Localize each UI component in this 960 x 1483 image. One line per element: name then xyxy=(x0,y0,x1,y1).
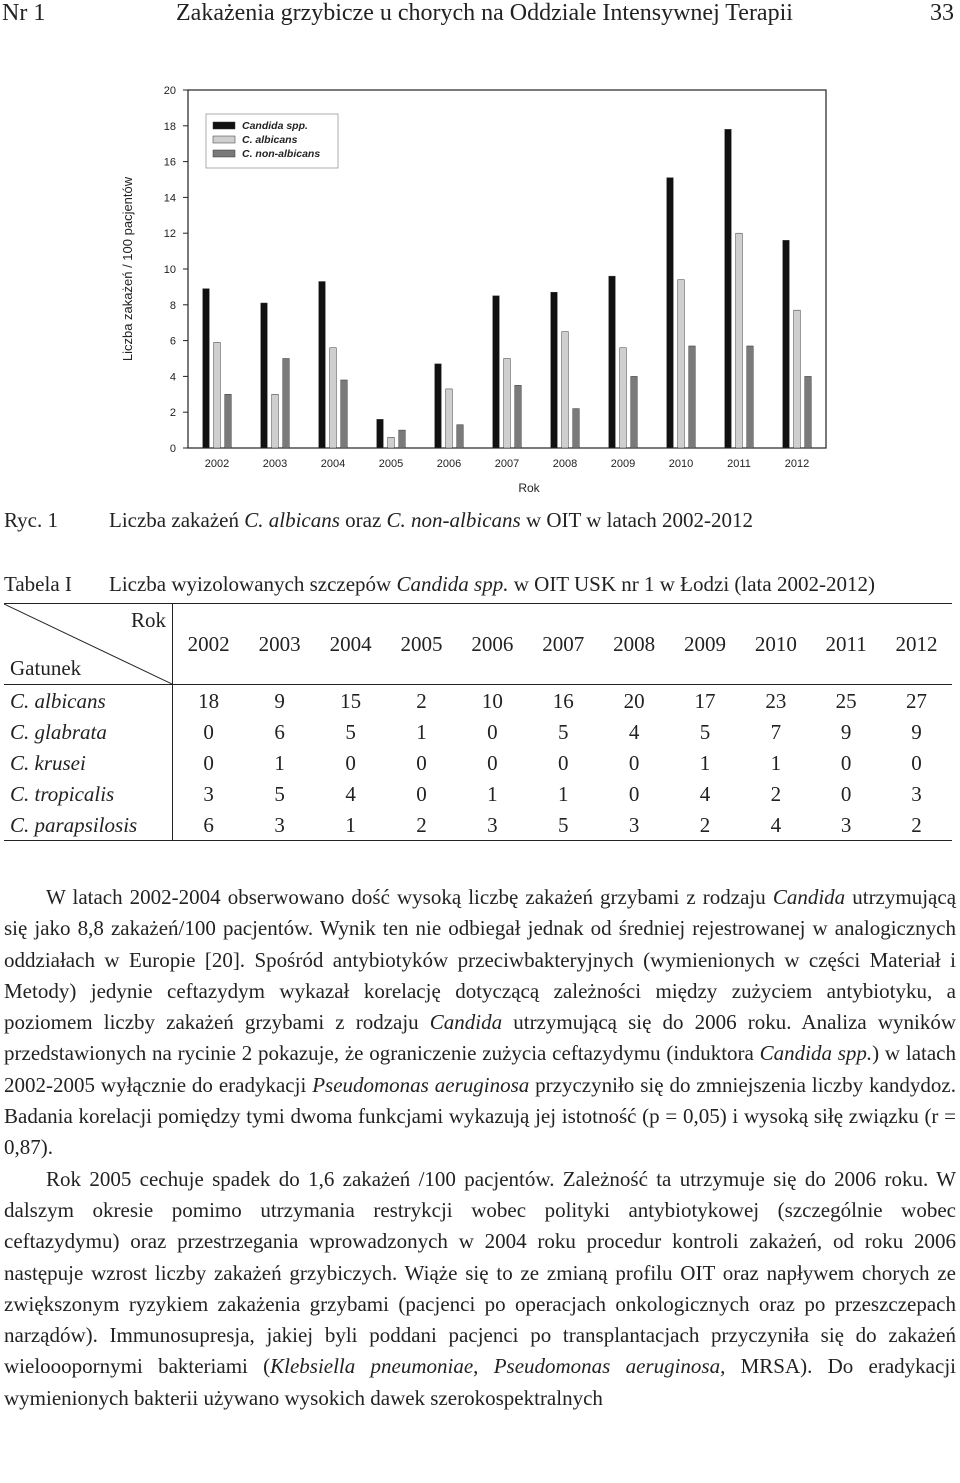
count-cell: 10 xyxy=(481,688,503,713)
x-tick-label: 2007 xyxy=(494,458,520,470)
bar xyxy=(388,437,395,448)
y-tick-label: 12 xyxy=(163,228,176,241)
year-header: 2009 xyxy=(670,604,741,685)
count-cell: 0 xyxy=(416,781,427,806)
y-tick-label: 2 xyxy=(169,407,176,420)
count-cell: 0 xyxy=(840,781,852,806)
count-cell: 1 xyxy=(315,809,386,841)
bar xyxy=(435,364,442,448)
year-header: 2010 xyxy=(740,604,811,685)
page-header xyxy=(0,0,960,36)
y-tick-label: 10 xyxy=(163,264,176,276)
species-cell: C. parapsilosis xyxy=(4,809,173,841)
x-tick-label: 2004 xyxy=(320,458,346,470)
legend-swatch xyxy=(213,122,235,129)
bar xyxy=(457,425,464,448)
count-cell: 2 xyxy=(881,809,952,841)
count-cell: 20 xyxy=(623,688,645,713)
bar xyxy=(446,389,453,448)
count-cell: 5 xyxy=(699,719,711,744)
legend-label: C. albicans xyxy=(242,134,298,146)
x-axis-label: Rok xyxy=(518,481,540,495)
year-header: 2002 xyxy=(173,604,245,685)
bar xyxy=(319,282,326,448)
count-cell: 27 xyxy=(905,688,927,713)
bar xyxy=(493,296,500,448)
year-header: 2006 xyxy=(457,604,528,685)
count-cell: 4 xyxy=(699,781,711,806)
year-header: 2011 xyxy=(811,604,881,685)
count-cell: 3 xyxy=(244,809,315,841)
count-cell: 3 xyxy=(811,809,881,841)
count-cell: 1 xyxy=(274,750,285,775)
count-cell: 5 xyxy=(274,781,285,806)
bar xyxy=(573,409,580,448)
bar xyxy=(261,303,268,448)
y-tick-label: 0 xyxy=(169,443,176,455)
count-cell: 17 xyxy=(694,688,716,713)
y-tick-label: 14 xyxy=(163,192,176,205)
count-cell: 1 xyxy=(487,781,498,806)
x-tick-label: 2008 xyxy=(552,458,578,470)
figure-label: Ryc. 1 xyxy=(4,508,58,532)
bar xyxy=(504,359,511,449)
bar xyxy=(620,348,627,448)
count-cell: 16 xyxy=(552,688,574,713)
y-tick-label: 18 xyxy=(163,120,176,133)
count-cell: 2 xyxy=(670,809,741,841)
x-tick-label: 2005 xyxy=(378,458,404,470)
count-cell: 0 xyxy=(628,750,640,775)
species-cell: C. albicans xyxy=(4,685,173,717)
x-tick-label: 2010 xyxy=(668,458,694,470)
count-cell: 0 xyxy=(911,750,922,775)
count-cell: 2 xyxy=(416,688,427,713)
count-cell: 0 xyxy=(416,750,427,775)
bar xyxy=(783,240,790,448)
bar xyxy=(377,419,384,448)
issue-number: Nr 1 xyxy=(2,0,46,26)
year-header: 2003 xyxy=(244,604,315,685)
count-cell: 9 xyxy=(840,719,852,744)
table-header-row xyxy=(4,604,952,685)
table-corner-cell xyxy=(4,604,173,685)
table-caption-text: Liczba wyizolowanych szczepów Candida spp. w OIT USK nr 1 w Łodzi (lata 2002-2012) xyxy=(109,572,875,596)
bar xyxy=(225,394,232,448)
count-cell: 6 xyxy=(274,719,285,744)
paragraph-2: Rok 2005 cechuje spadek do 1,6 zakażeń /100 pacjentów. Zależność ta utrzymuje się do 2006 roku. W dalszym okresie pomimo utrzymania restrykcji wobec polityki antybiotykowej (szczególnie wobec ceftazydymu) oraz przestrzegania wprowadzonych w 2004 roku procedur kontroli zakażeń, od roku 2006 następuje wzrost liczby zakażeń grzybiczych. Wiąże się to ze zmianą profilu OIT oraz napływem chorych ze zwiększonym ryzykiem zakażenia grzybami (pacjenci po operacjach onkologicznych oraz po przeszczepach narządów). Immunosupresja, jakiej byli poddani pacjenci po transplantacjach przyczyniła się do zakażeń wielooopornymi bakteriami (Klebsiella pneumoniae, Pseudomonas aeruginosa, MRSA). Do eradykacji wymienionych bakterii używano wysokich dawek szerokospektralnych xyxy=(4,1166,956,1410)
bar xyxy=(214,342,221,448)
bar xyxy=(341,380,348,448)
x-tick-label: 2006 xyxy=(436,458,462,470)
legend-label: Candida spp. xyxy=(242,120,308,132)
count-cell: 23 xyxy=(765,688,787,713)
count-cell: 9 xyxy=(274,688,285,713)
year-header: 2004 xyxy=(315,604,386,685)
running-title: Zakażenia grzybicze u chorych na Oddziale Intensywnej Terapii xyxy=(176,0,793,26)
count-cell: 0 xyxy=(840,750,852,775)
y-tick-label: 6 xyxy=(169,335,176,348)
count-cell: 6 xyxy=(173,809,245,841)
y-tick-label: 4 xyxy=(169,371,176,384)
article-body xyxy=(4,882,956,1414)
count-cell: 5 xyxy=(345,719,356,744)
table-row xyxy=(4,747,952,778)
bar xyxy=(736,233,743,448)
count-cell: 3 xyxy=(457,809,528,841)
count-cell: 2 xyxy=(386,809,457,841)
table-row xyxy=(4,809,952,841)
count-cell: 0 xyxy=(487,719,498,744)
year-header: 2012 xyxy=(881,604,952,685)
count-cell: 0 xyxy=(203,750,214,775)
y-axis-label: Liczba zakażeń / 100 pacjentów xyxy=(120,176,135,362)
count-cell: 1 xyxy=(699,750,711,775)
count-cell: 0 xyxy=(345,750,356,775)
y-tick-label: 20 xyxy=(163,85,176,97)
legend-swatch xyxy=(213,136,235,143)
x-tick-label: 2009 xyxy=(610,458,636,470)
count-cell: 0 xyxy=(203,719,214,744)
x-tick-label: 2012 xyxy=(784,458,810,470)
count-cell: 5 xyxy=(557,719,569,744)
count-cell: 2 xyxy=(770,781,782,806)
x-tick-label: 2002 xyxy=(204,458,230,470)
strains-table xyxy=(4,603,952,841)
bar xyxy=(631,376,638,448)
bar xyxy=(667,178,674,448)
figure-caption-text: Liczba zakażeń C. albicans oraz C. non-albicans w OIT w latach 2002-2012 xyxy=(109,508,754,532)
count-cell: 1 xyxy=(416,719,427,744)
count-cell: 5 xyxy=(528,809,599,841)
x-tick-label: 2011 xyxy=(727,458,751,470)
bar xyxy=(283,359,290,449)
count-cell: 25 xyxy=(835,688,857,713)
paragraph-1: W latach 2002-2004 obserwowano dość wysoką liczbę zakażeń grzybami z rodzaju Candida utrzymującą się jako 8,8 zakażeń/100 pacjentów. Wynik ten nie odbiegał jednak od średniej rejestrowanej w analogicznych oddziałach w Europie [20]. Spośród antybiotyków przeciwbakteryjnych (wymienionych w części Materiał i Metody) jedynie ceftazydym wykazał korelację dotyczącą zależności między zużyciem antybiotyku, a poziomem liczby zakażeń grzybami z rodzaju Candida utrzymującą się do 2006 roku. Analiza wyników przedstawionych na rycinie 2 pokazuje, że ograniczenie zużycia ceftazydymu (induktora Candida spp.) w latach 2002-2005 wyłącznie do eradykacji Pseudomonas aeruginosa przyczyniło się do zmniejszenia liczby kandydoz. Badania korelacji pomiędzy tymi dwoma funkcjami wykazują jej istotność (p = 0,05) i wysoką siłę związku (r = 0,87). xyxy=(4,885,957,1160)
count-cell: 4 xyxy=(740,809,811,841)
count-cell: 4 xyxy=(345,781,356,806)
year-header: 2007 xyxy=(528,604,599,685)
count-cell: 0 xyxy=(628,781,640,806)
y-tick-label: 16 xyxy=(163,156,176,169)
bar-chart xyxy=(108,76,838,496)
bar xyxy=(203,289,210,448)
table-row xyxy=(4,685,952,717)
legend-swatch xyxy=(213,150,235,157)
year-header: 2005 xyxy=(386,604,457,685)
bar xyxy=(805,376,812,448)
bar xyxy=(272,394,279,448)
count-cell: 3 xyxy=(911,781,922,806)
year-header: 2008 xyxy=(599,604,670,685)
legend-label: C. non-albicans xyxy=(242,148,321,160)
table-row xyxy=(4,716,952,747)
count-cell: 18 xyxy=(198,688,220,713)
count-cell: 9 xyxy=(911,719,922,744)
bar xyxy=(689,346,696,448)
bar xyxy=(609,276,616,448)
page-number: 33 xyxy=(930,0,954,26)
count-cell: 15 xyxy=(340,688,362,713)
table-label: Tabela I xyxy=(4,572,72,596)
bar xyxy=(515,385,522,448)
count-cell: 1 xyxy=(557,781,569,806)
bar xyxy=(562,332,569,448)
count-cell: 1 xyxy=(770,750,782,775)
count-cell: 7 xyxy=(770,719,782,744)
species-cell: C. glabrata xyxy=(4,716,173,747)
y-tick-label: 8 xyxy=(169,299,176,312)
species-cell: C. krusei xyxy=(4,747,173,778)
count-cell: 0 xyxy=(557,750,569,775)
bar xyxy=(725,129,732,448)
bar xyxy=(747,346,754,448)
count-cell: 0 xyxy=(487,750,498,775)
count-cell: 3 xyxy=(203,781,214,806)
count-cell: 3 xyxy=(599,809,670,841)
bar xyxy=(330,348,337,448)
x-tick-label: 2003 xyxy=(262,458,288,470)
count-cell: 4 xyxy=(628,719,640,744)
species-cell: C. tropicalis xyxy=(4,778,173,809)
corner-year-label: Rok xyxy=(130,608,166,632)
bar xyxy=(551,292,558,448)
table-row xyxy=(4,778,952,809)
corner-species-label: Gatunek xyxy=(10,656,82,680)
bar xyxy=(399,430,406,448)
bar xyxy=(678,280,685,448)
bar xyxy=(794,310,801,448)
